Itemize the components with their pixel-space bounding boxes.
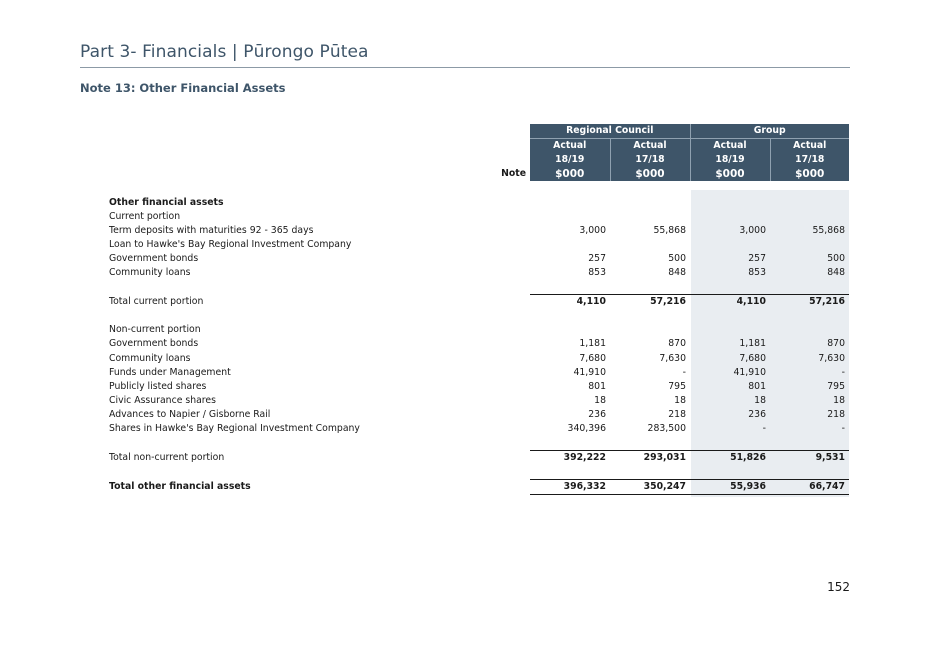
row-label: Loan to Hawke's Bay Regional Investment Company: [109, 238, 352, 250]
row-value: 55,868: [653, 224, 686, 236]
row-value: -: [762, 423, 766, 435]
row-value: 257: [748, 252, 766, 264]
table-row: [105, 422, 849, 436]
row-value: 218: [827, 408, 845, 420]
note-column-label: Note: [501, 168, 526, 180]
header-unit-cell: $000: [770, 167, 849, 181]
row-value: 7,630: [818, 352, 845, 364]
row-label: Community loans: [109, 266, 191, 278]
row-value: 55,868: [812, 224, 845, 236]
row-value: 1,181: [739, 338, 766, 350]
row-value: 7,680: [579, 352, 606, 364]
table-row: [105, 337, 849, 351]
row-value: 340,396: [567, 423, 606, 435]
row-value: 7,680: [739, 352, 766, 364]
header-unit-cell: $000: [610, 167, 690, 181]
header-type-cell: Actual: [610, 139, 690, 154]
table-row: [105, 252, 849, 266]
row-value: 848: [668, 266, 686, 278]
table-row: [105, 394, 849, 408]
row-value: 848: [827, 266, 845, 278]
row-value: 500: [668, 252, 686, 264]
row-label: Term deposits with maturities 92 - 365 days: [109, 224, 314, 236]
header-year-row: [105, 153, 849, 167]
row-value: 870: [827, 338, 845, 350]
header-year-cell: 18/19: [690, 153, 770, 167]
table-row: [105, 366, 849, 380]
table-row: [105, 266, 849, 280]
row-value: 51,826: [690, 451, 770, 466]
row-label: Total other financial assets: [109, 481, 251, 493]
row-value: 396,332: [530, 480, 610, 495]
row-value: 3,000: [579, 224, 606, 236]
page-title: Part 3- Financials | Pūrongo Pūtea: [80, 42, 369, 62]
row-value: 18: [833, 394, 845, 406]
header-regional-council: Regional Council: [530, 124, 690, 139]
row-value: 853: [748, 266, 766, 278]
total-row: [105, 295, 849, 310]
row-label: Civic Assurance shares: [109, 394, 216, 406]
row-value: 41,910: [733, 366, 766, 378]
header-year-cell: 18/19: [530, 153, 610, 167]
row-value: 66,747: [770, 480, 849, 495]
table-row: [105, 380, 849, 394]
row-value: 4,110: [690, 295, 770, 310]
header-unit-cell: $000: [530, 167, 610, 181]
row-value: 9,531: [770, 451, 849, 466]
row-label: Publicly listed shares: [109, 380, 207, 392]
row-value: 236: [588, 408, 606, 420]
row-label: Total non-current portion: [109, 451, 225, 463]
row-value: 283,500: [647, 423, 686, 435]
subheading-row: [105, 323, 849, 337]
header-type-cell: Actual: [690, 139, 770, 154]
note-title: Note 13: Other Financial Assets: [80, 81, 286, 95]
header-unit-row: [105, 167, 849, 181]
row-value: 293,031: [610, 451, 690, 466]
section-heading-row: [105, 195, 849, 209]
row-value: 795: [827, 380, 845, 392]
row-label: Advances to Napier / Gisborne Rail: [109, 408, 271, 420]
row-value: 7,630: [659, 352, 686, 364]
row-value: -: [841, 366, 845, 378]
row-value: 795: [668, 380, 686, 392]
table-row: [105, 224, 849, 238]
page-number: 152: [827, 580, 850, 594]
header-year-cell: 17/18: [770, 153, 849, 167]
section-heading: Other financial assets: [109, 196, 224, 208]
row-value: 870: [668, 338, 686, 350]
row-value: 1,181: [579, 338, 606, 350]
table-row: [105, 238, 849, 252]
noncurrent-portion-heading: Non-current portion: [109, 324, 201, 336]
row-value: 55,936: [690, 480, 770, 495]
row-value: 236: [748, 408, 766, 420]
row-value: 18: [674, 394, 686, 406]
row-value: 57,216: [610, 295, 690, 310]
header-unit-cell: $000: [690, 167, 770, 181]
row-label: Shares in Hawke's Bay Regional Investment Company: [109, 423, 360, 435]
row-label: Government bonds: [109, 338, 199, 350]
row-value: 257: [588, 252, 606, 264]
row-value: 41,910: [573, 366, 606, 378]
row-value: 350,247: [610, 480, 690, 495]
row-value: 4,110: [530, 295, 610, 310]
header-type-cell: Actual: [530, 139, 610, 154]
row-value: -: [682, 366, 686, 378]
row-value: 3,000: [739, 224, 766, 236]
row-value: 57,216: [770, 295, 849, 310]
row-label: Government bonds: [109, 252, 199, 264]
row-value: 18: [594, 394, 606, 406]
title-divider: [80, 67, 850, 68]
header-year-cell: 17/18: [610, 153, 690, 167]
row-value: -: [841, 423, 845, 435]
grand-total-row: [105, 480, 849, 495]
row-label: Total current portion: [109, 295, 204, 307]
row-value: 853: [588, 266, 606, 278]
header-group-row: [105, 124, 849, 139]
row-value: 500: [827, 252, 845, 264]
total-row: [105, 451, 849, 466]
row-label: Funds under Management: [109, 366, 231, 378]
header-type-row: [105, 139, 849, 154]
table-row: [105, 352, 849, 366]
header-type-cell: Actual: [770, 139, 849, 154]
row-value: 801: [748, 380, 766, 392]
header-group: Group: [690, 124, 849, 139]
subheading-row: [105, 210, 849, 224]
row-value: 18: [754, 394, 766, 406]
financial-assets-table: [105, 124, 849, 495]
current-portion-heading: Current portion: [109, 210, 181, 222]
row-value: 218: [668, 408, 686, 420]
table-row: [105, 408, 849, 422]
row-label: Community loans: [109, 352, 191, 364]
row-value: 801: [588, 380, 606, 392]
row-value: 392,222: [530, 451, 610, 466]
